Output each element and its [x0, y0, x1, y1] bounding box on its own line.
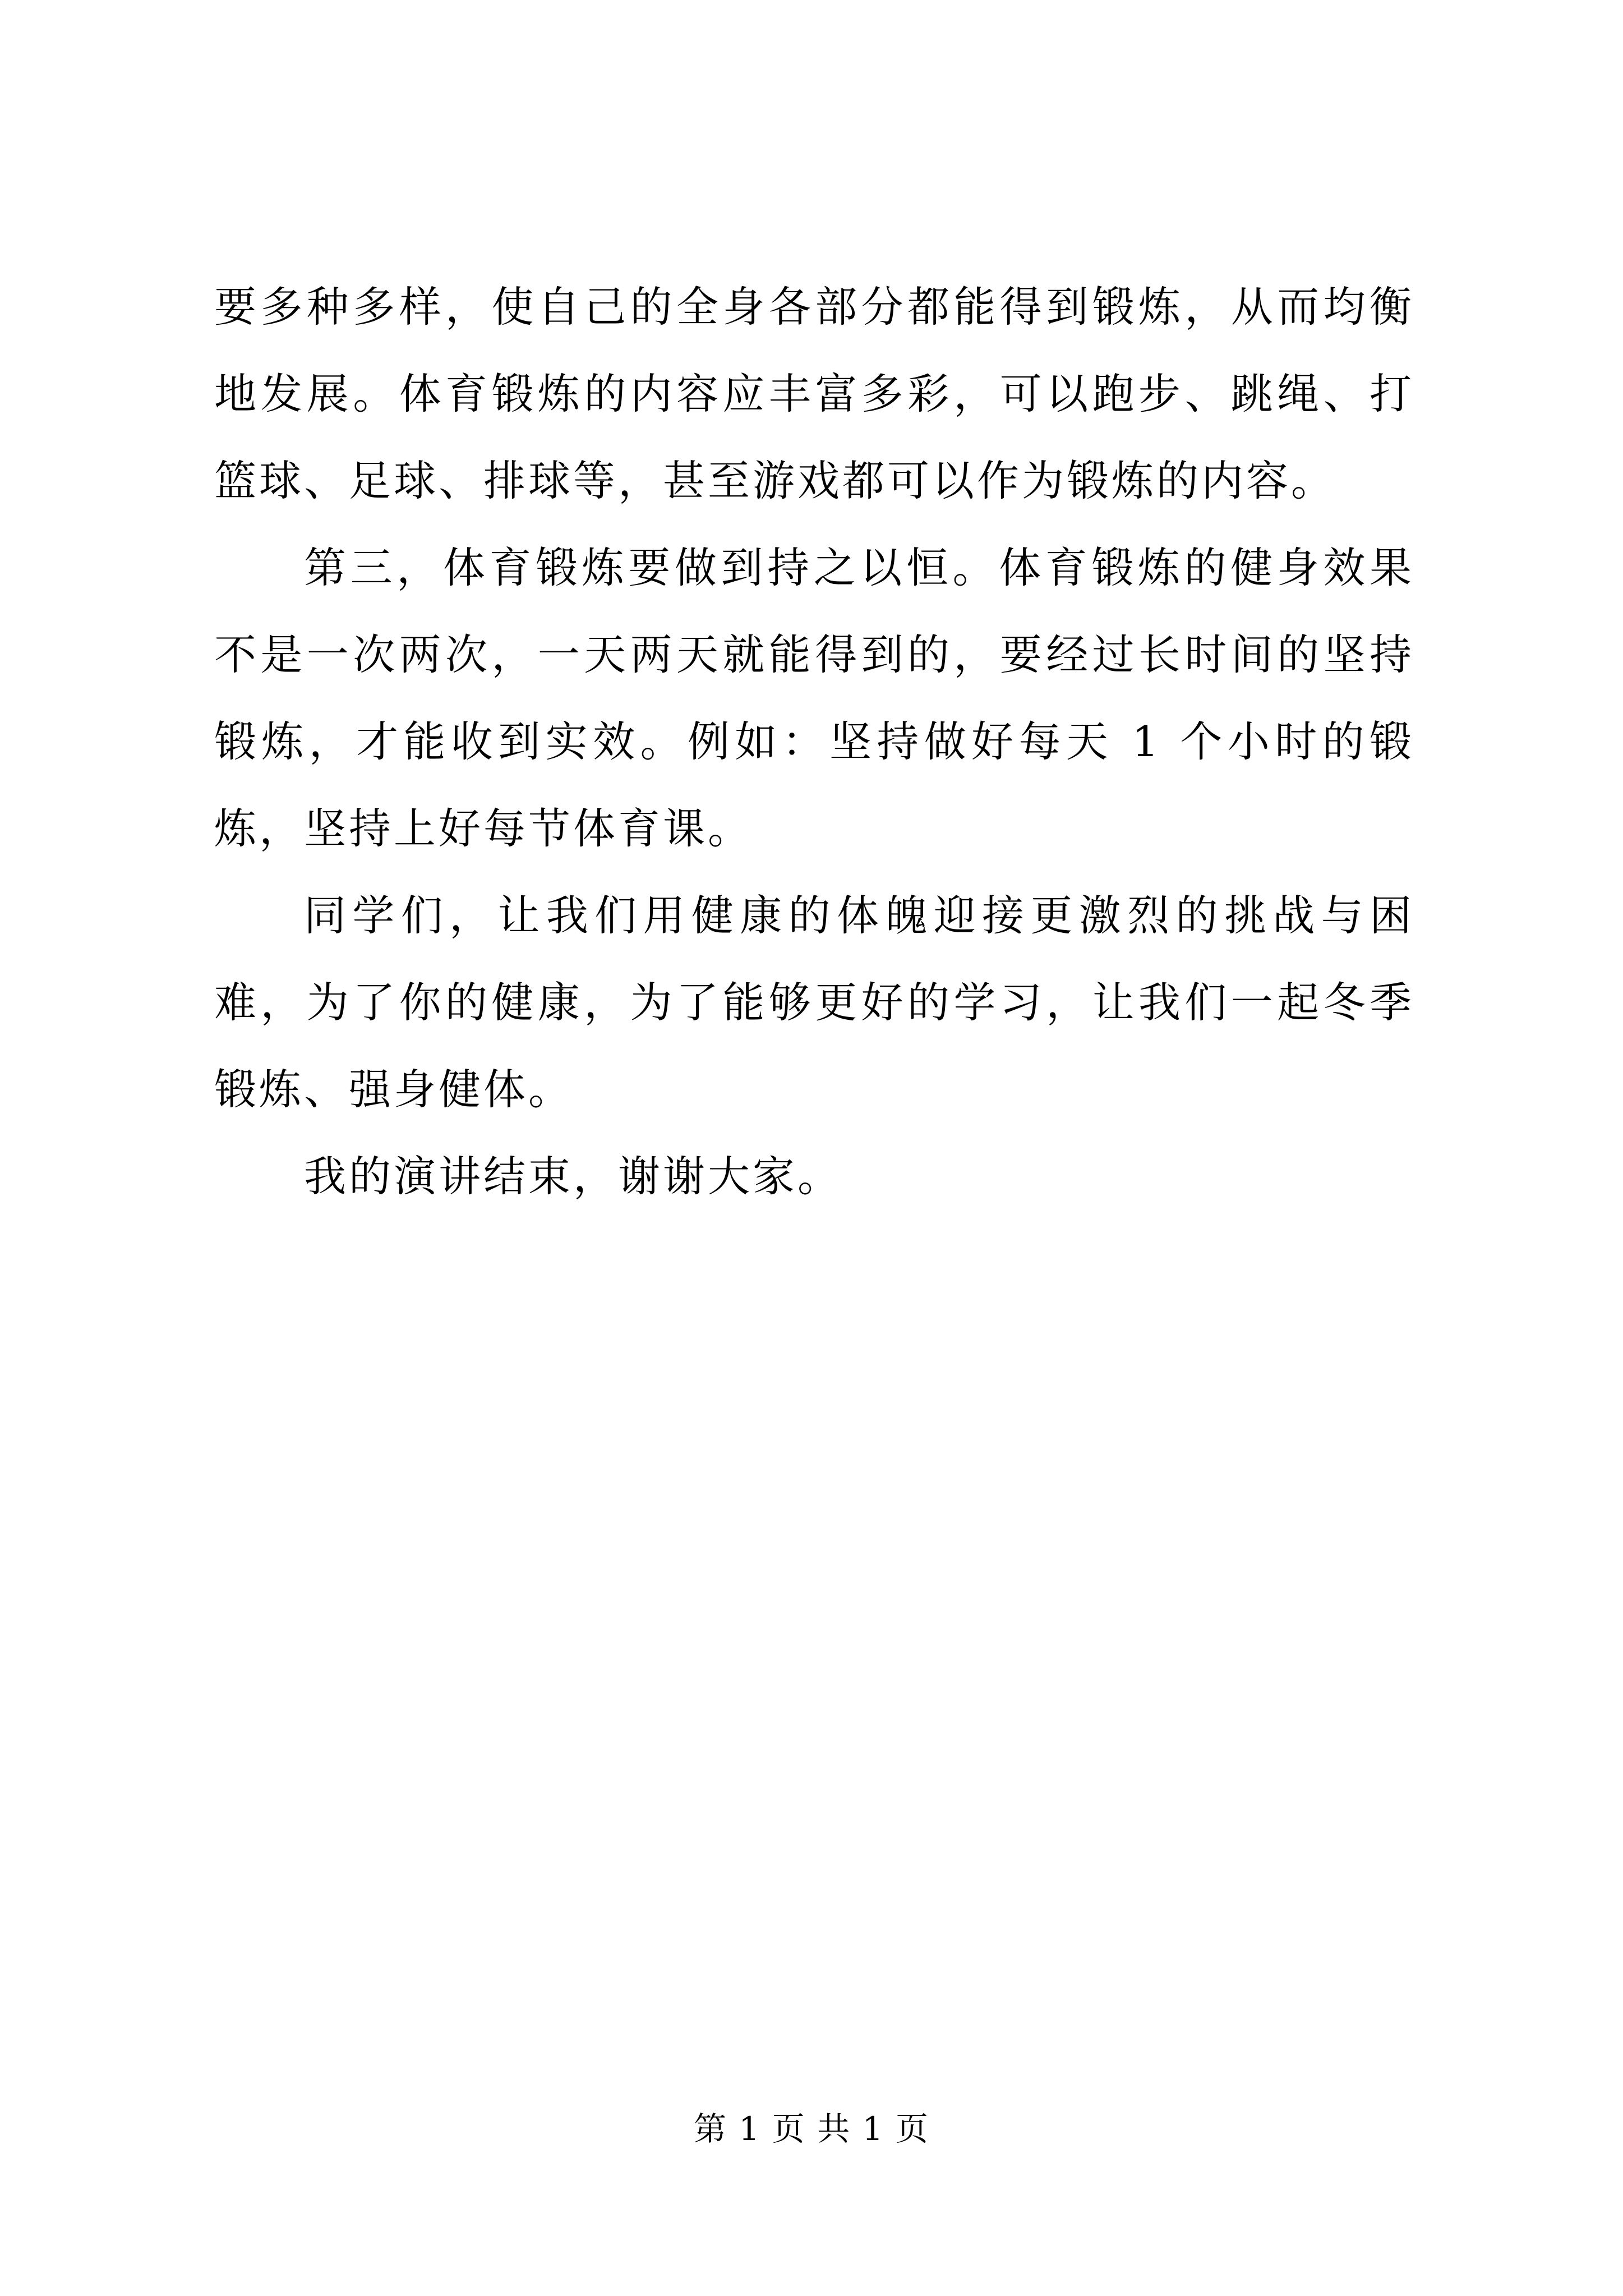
paragraph-closing: 我的演讲结束，谢谢大家。 — [304, 1152, 843, 1201]
page-number-footer: 第 1 页 共 1 页 — [694, 2110, 929, 2148]
paragraph-call-to-action: 同学们，让我们用健康的体魄迎接更激烈的挑战与困难，为了你的健康，为了能够更好的学习，让我们一起冬季锻炼、强身健体。 — [214, 891, 1414, 1114]
paragraph-persistence: 第三，体育锻炼要做到持之以恒。体育锻炼的健身效果不是一次两次，一天两天就能得到的，要经过长时间的坚持锻炼，才能收到实效。例如：坚持做好每天 1 个小时的锻炼，坚持上好每节体育课。 — [214, 543, 1414, 853]
paragraph-continuation: 要多种多样，使自己的全身各部分都能得到锻炼，从而均衡地发展。体育锻炼的内容应丰富多彩，可以跑步、跳绳、打篮球、足球、排球等，甚至游戏都可以作为锻炼的内容。 — [214, 282, 1414, 505]
document-body — [214, 264, 1414, 1220]
